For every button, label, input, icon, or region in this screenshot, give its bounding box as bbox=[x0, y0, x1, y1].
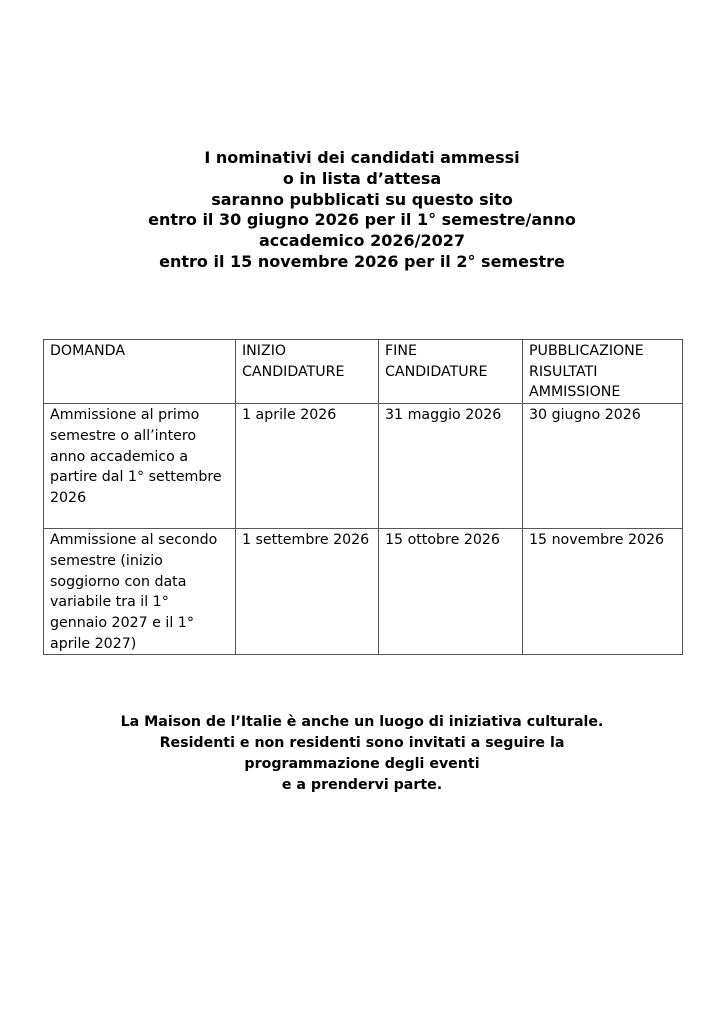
table-row bbox=[44, 529, 683, 655]
header-fine-candidature: FINE CANDIDATURE bbox=[379, 340, 523, 404]
cell-pubblicazione: 15 novembre 2026 bbox=[523, 529, 683, 655]
cultural-note bbox=[0, 712, 724, 796]
announcement-line: I nominativi dei candidati ammessi bbox=[204, 148, 520, 167]
cultural-note-line: Residenti e non residenti sono invitati a seguire la bbox=[159, 735, 565, 751]
announcement-line: saranno pubblicati su questo sito bbox=[211, 189, 513, 209]
cell-fine: 31 maggio 2026 bbox=[379, 404, 523, 529]
table-row bbox=[44, 404, 683, 529]
announcement-line: accademico 2026/2027 bbox=[259, 231, 465, 251]
application-schedule-table bbox=[43, 339, 683, 655]
announcement-line: entro il 30 giugno 2026 per il 1° semestre/anno bbox=[148, 210, 576, 230]
cell-inizio: 1 settembre 2026 bbox=[236, 529, 379, 655]
cell-inizio: 1 aprile 2026 bbox=[236, 404, 379, 529]
cell-fine: 15 ottobre 2026 bbox=[379, 529, 523, 655]
header-pubblicazione-risultati: PUBBLICAZIONE RISULTATI AMMISSIONE bbox=[523, 340, 683, 404]
announcement-line: o in lista d’attesa bbox=[282, 168, 442, 188]
cell-domanda: Ammissione al primo semestre o all’intero anno accademico a partire dal 1° settembre 2026 bbox=[44, 404, 236, 529]
header-inizio-candidature: INIZIO CANDIDATURE bbox=[236, 340, 379, 404]
header-domanda: DOMANDA bbox=[44, 340, 236, 404]
announcement-heading bbox=[0, 148, 724, 273]
cell-domanda: Ammissione al secondo semestre (inizio soggiorno con data variabile tra il 1° gennaio 2027 e il 1° aprile 2027) bbox=[44, 529, 236, 655]
cultural-note-line: programmazione degli eventi bbox=[244, 756, 480, 772]
cell-pubblicazione: 30 giugno 2026 bbox=[523, 404, 683, 529]
announcement-line: entro il 15 novembre 2026 per il 2° semestre bbox=[159, 251, 565, 271]
cultural-note-line: e a prendervi parte. bbox=[281, 777, 443, 793]
table-header-row bbox=[44, 340, 683, 404]
cultural-note-line: La Maison de l’Italie è anche un luogo di iniziativa culturale. bbox=[120, 714, 604, 730]
